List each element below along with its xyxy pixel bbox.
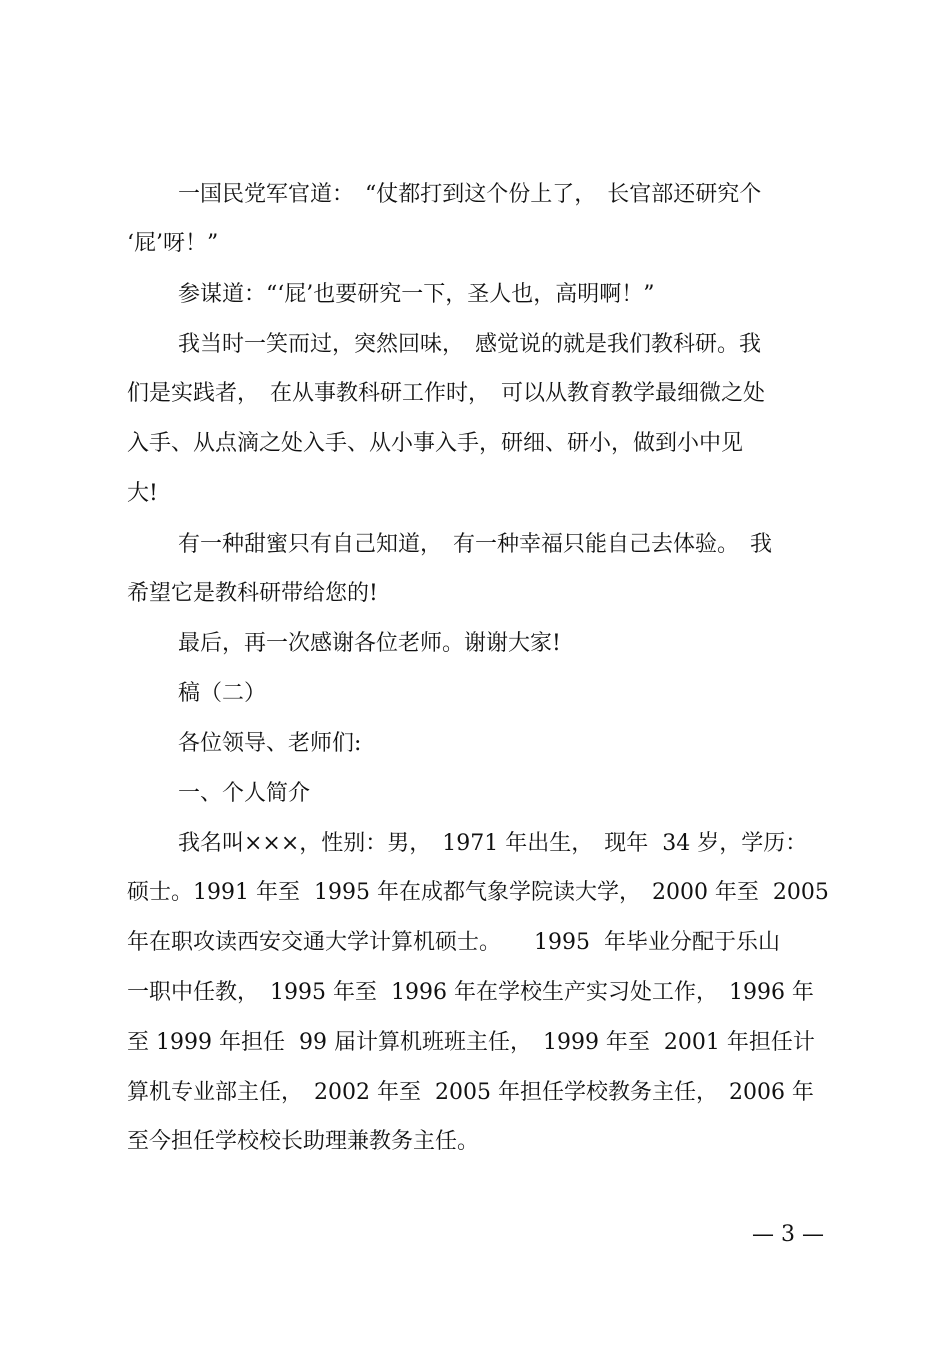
paragraph-line: 最后，再一次感谢各位老师。谢谢大家! <box>178 631 561 656</box>
paragraph-line: 一职中任教， 1995 年至 1996 年在学校生产实习处工作， 1996 年 <box>127 980 814 1005</box>
section-heading: 稿（二） <box>178 681 267 706</box>
paragraph-line: 算机专业部主任， 2002 年至 2005 年担任学校教务主任， 2006 年 <box>127 1080 814 1105</box>
paragraph-line: 入手、从点滴之处入手、从小事入手，研细、研小，做到小中见 <box>127 431 744 456</box>
paragraph-line: 大! <box>127 481 158 506</box>
paragraph-line: 们是实践者， 在从事教科研工作时， 可以从教育教学最细微之处 <box>127 381 766 406</box>
section-heading: 一、个人简介 <box>178 781 311 806</box>
paragraph-line: 我名叫×××，性别：男， 1971 年出生， 现年 34 岁，学历： <box>178 831 808 856</box>
paragraph-line: 参谋道：“‘屁’也要研究一下，圣人也，高明啊！” <box>178 282 655 307</box>
paragraph-line: 有一种甜蜜只有自己知道， 有一种幸福只能自己去体验。 我 <box>178 532 773 557</box>
salutation: 各位领导、老师们: <box>178 731 362 756</box>
paragraph-line: 硕士。1991 年至 1995 年在成都气象学院读大学， 2000 年至 2005 <box>127 880 829 905</box>
paragraph-line: 希望它是教科研带给您的! <box>127 581 378 606</box>
paragraph-line: ‘屁’呀！” <box>127 231 219 256</box>
paragraph-line: 一国民党军官道： “仗都打到这个份上了， 长官部还研究个 <box>178 182 762 207</box>
paragraph-line: 至今担任学校校长助理兼教务主任。 <box>127 1129 480 1154</box>
paragraph-line: 年在职攻读西安交通大学计算机硕士。 1995 年毕业分配于乐山 <box>127 930 780 955</box>
paragraph-line: 至 1999 年担任 99 届计算机班班主任， 1999 年至 2001 年担任计 <box>127 1030 815 1055</box>
page-number: — 3 — <box>752 1222 824 1247</box>
paragraph-line: 我当时一笑而过，突然回味， 感觉说的就是我们教科研。我 <box>178 332 762 357</box>
